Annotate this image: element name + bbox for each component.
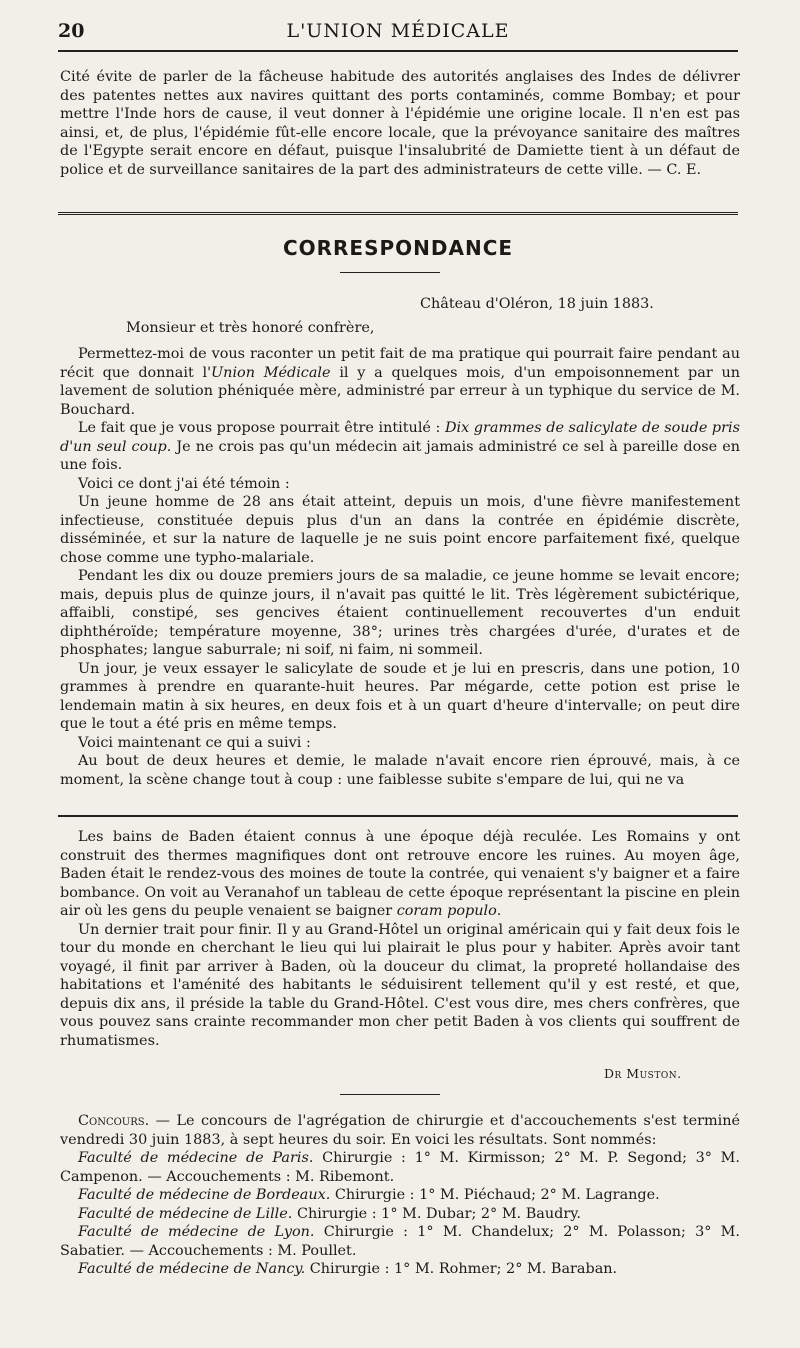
author-signature: Dr Muston. [604, 1066, 682, 1081]
journal-title: L'UNION MÉDICALE [286, 20, 510, 42]
intro-paragraph: Cité évite de parler de la fâcheuse habitude des autorités anglaises des Indes de délivrer des patentes nettes aux navires quittant des ports contaminés, comme Bombay; et pour mettre l'Inde hors de cause, il veut donner à l'épidémie une origine locale. Il n'en est pas ainsi, et, de plus, l'épidémie fût-elle encore locale, que la prévoyance sanitaire des maîtres de l'Egypte serait encore en défaut, puisque l'insalubrité de Damiette tient à un défaut de police et de surveillance sanitaires de la part des administrateurs de cette ville. — C. E. [60, 69, 740, 178]
letter-paragraph: Voici maintenant ce qui a suivi : [78, 734, 311, 751]
letter-paragraph: Voici ce dont j'ai été témoin : [78, 475, 290, 492]
dateline: Château d'Oléron, 18 juin 1883. [420, 296, 654, 312]
section-short-divider [340, 1094, 440, 1095]
concours-intro: Concours. — Le concours de l'agrégation de chirurgie et d'accouchements s'est terminé vendredi 30 juin 1883, à sept heures du soir. En voici les résultats. Sont nommés: [60, 1113, 740, 1148]
letter-paragraph: Pendant les dix ou douze premiers jours de sa maladie, ce jeune homme se levait encore; mais, depuis plus de quinze jours, il n'avait pas quitté le lit. Très légèrement subictérique, affaibli, constipé, ses gencives étaient continuellement recouvertes d'un enduit diphthéroïde; température moyenne, 38°; urines très chargées d'urée, d'urates et de phosphates; langue saburrale; ni soif, ni faim, ni sommeil. [60, 568, 740, 658]
salutation: Monsieur et très honoré confrère, [126, 320, 375, 336]
letter-paragraph: Au bout de deux heures et demie, le malade n'avait encore rien éprouvé, mais, à ce moment, la scène change tout à coup : une faiblesse subite s'empare de lui, qui ne va [60, 753, 740, 788]
concours-result: Faculté de médecine de Lille. Chirurgie : 1° M. Dubar; 2° M. Baudry. [78, 1205, 582, 1222]
concours-result: Faculté de médecine de Paris. Chirurgie : 1° M. Kirmisson; 2° M. P. Segond; 3° M. Campenon. — Accouchements : M. Ribemont. [60, 1150, 740, 1185]
concours-result: Faculté de médecine de Lyon. Chirurgie : 1° M. Chandelux; 2° M. Polasson; 3° M. Sabatier. — Accouchements : M. Poullet. [60, 1224, 740, 1259]
section-divider [58, 212, 738, 218]
concours-block [60, 1112, 740, 1279]
footnote-divider [58, 815, 738, 817]
journal-name: Union Médicale [211, 364, 331, 381]
letter-paragraph: Un jour, je veux essayer le salicylate de soude et je lui en prescris, dans une potion, 10 grammes à prendre en quarante-huit heures. Par mégarde, cette potion est prise le lendemain matin à six heures, en deux fois et à un quart d'heure d'intervalle; on peut dire que le tout a été pris en même temps. [60, 660, 740, 732]
concours-result: Faculté de médecine de Nancy. Chirurgie : 1° M. Rohmer; 2° M. Baraban. [78, 1261, 618, 1277]
page-header [58, 18, 738, 52]
heading-underline [340, 272, 440, 273]
case-title: Dix grammes de salicylate de soude pris d'un seul coup. [60, 420, 740, 455]
section-heading: CORRESPONDANCE [282, 236, 514, 260]
letter-paragraph: Un jeune homme de 28 ans était atteint, depuis un mois, d'une fièvre manifestement infectieuse, constituée depuis plus d'un an dans la contrée en épidémie discrète, disséminée, et sur la nature de laquelle je ne suis point encore parfaitement fixé, quelque chose comme une typho-malariale. [60, 494, 740, 566]
concours-result: Faculté de médecine de Bordeaux. Chirurgie : 1° M. Piéchaud; 2° M. Lagrange. [78, 1187, 660, 1203]
page-number: 20 [58, 20, 85, 42]
letter-paragraph: Permettez-moi de vous raconter un petit fait de ma pratique qui pourrait faire pendant au récit que donnait l'Union Médicale il y a quelques mois, d'un empoisonnement par un lavement de solution phéniquée mère, administré par erreur à un typhique du service de M. Bouchard. [60, 346, 740, 418]
article-paragraph: Un dernier trait pour finir. Il y au Grand-Hôtel un original américain qui y fait deux fois le tour du monde en cherchant le lieu qui lui plairait le plus pour y habiter. Après avoir tant voyagé, il finit par arriver à Baden, où la douceur du climat, la propreté hollandaise des habitations et l'aménité des habitants le séduisirent tellement qu'il y est resté, et que, depuis dix ans, il préside la table du Grand-Hôtel. C'est vous dire, mes chers confrères, que vous pouvez sans crainte recommander mon cher petit Baden à vos clients qui souffrent de rhumatismes. [60, 921, 740, 1049]
letter-paragraph: Le fait que je vous propose pourrait être intitulé : Dix grammes de salicylate de soude pris d'un seul coup. Je ne crois pas qu'un médecin ait jamais administré ce sel à pareille dose en une fois. [60, 420, 741, 473]
article-paragraph: Les bains de Baden étaient connus à une époque déjà reculée. Les Romains y ont construit des thermes magnifiques dont ont retrouve encore les ruines. Au moyen âge, Baden était le rendez-vous des moines de toute la contrée, qui venaient s'y baigner et a faire bombance. On voit au Veranahof un tableau de cette époque représentant la piscine en plein air où les gens du peuple venaient se baigner coram populo. [60, 829, 740, 919]
intro-paragraph-block [60, 68, 740, 179]
letter-body [60, 345, 740, 789]
latin-phrase: coram populo [396, 903, 497, 919]
baden-article [60, 828, 740, 1050]
concours-label: Concours. [78, 1113, 150, 1129]
